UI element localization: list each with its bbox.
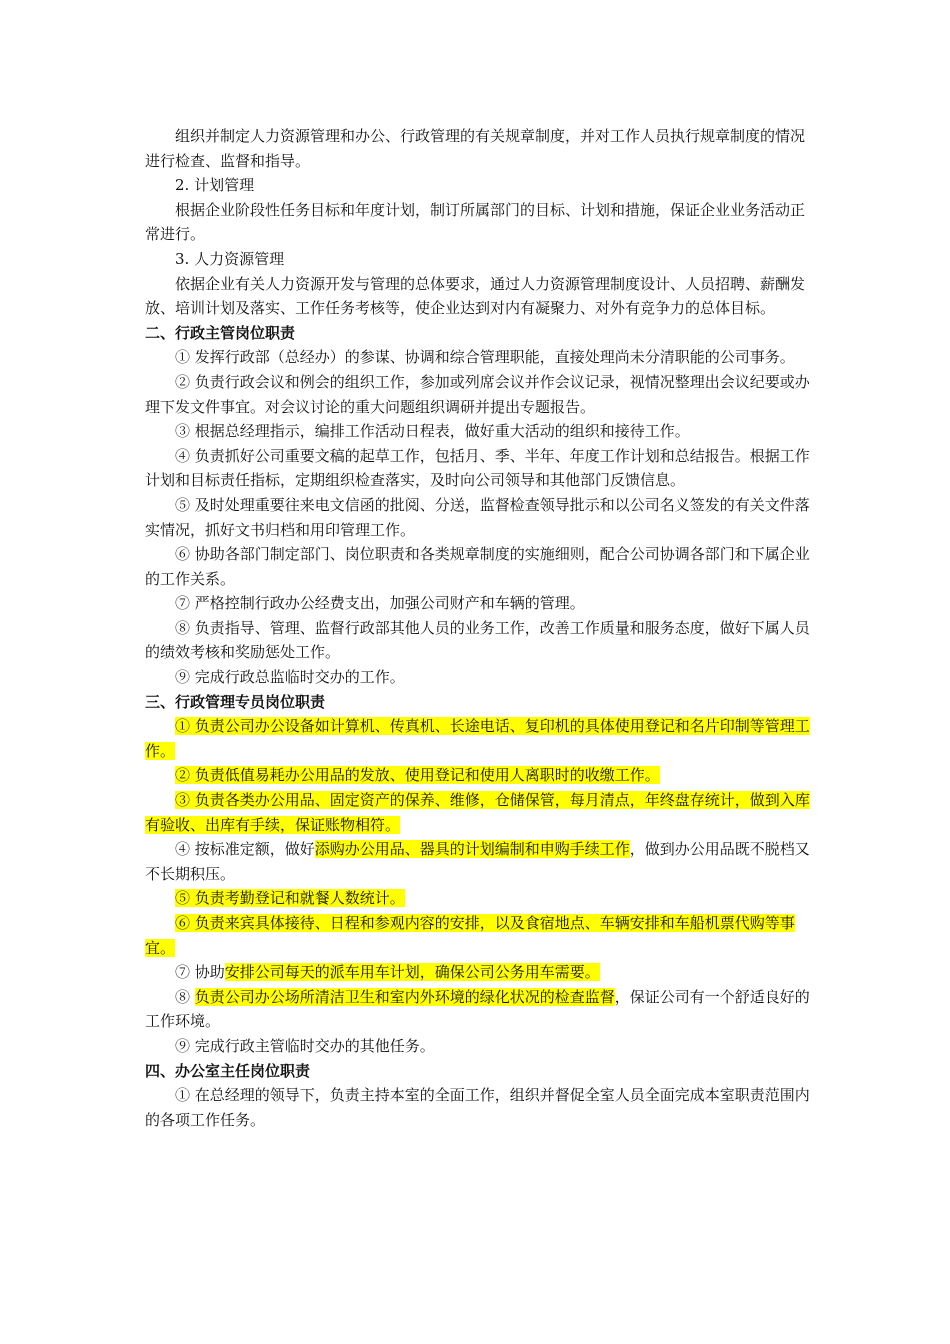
section-2-item-3: ③ 根据总经理指示，编排工作活动日程表，做好重大活动的组织和接待工作。 — [175, 422, 690, 441]
section-3-item-1 — [145, 714, 810, 763]
section-3-item-9: ⑨ 完成行政主管临时交办的其他任务。 — [175, 1036, 435, 1055]
section-2-heading: 二、行政主管岗位职责 — [145, 323, 296, 342]
highlight: ② 负责低值易耗办公用品的发放、使用登记和使用人离职时的收缴工作。 — [175, 766, 660, 785]
intro-paragraph-1: 组织并制定人力资源管理和办公、行政管理的有关规章制度，并对工作人员执行规章制度的情况进行检查、监督和指导。 — [145, 127, 806, 170]
section-2-item-6: ⑥ 协助各部门制定部门、岗位职责和各类规章制度的实施细则，配合公司协调各部门和下属企业的工作关系。 — [145, 545, 810, 588]
highlight: ⑤ 负责考勤登记和就餐人数统计。 — [175, 889, 405, 908]
section-3-item-3 — [145, 788, 810, 837]
text-segment: ，做到办公用品既不脱档又不长期积压。 — [145, 840, 810, 883]
document-page — [145, 124, 810, 1132]
section-2-item-8: ⑧ 负责指导、管理、监督行政部其他人员的业务工作，改善工作质量和服务态度，做好下属人员的绩效考核和奖励惩处工作。 — [145, 618, 810, 662]
section-4-item-1: ① 在总经理的领导下，负责主持本室的全面工作，组织并督促全室人员全面完成本室职责范围内的各项工作任务。 — [145, 1086, 810, 1129]
highlight: ③ 负责各类办公用品、固定资产的保养、维修，仓储保管，每月清点，年终盘存统计，做到入库有验收、出库有手续，保证账物相符。 — [145, 791, 810, 834]
section-3-item-8 — [145, 985, 810, 1034]
text-segment: ④ 按标准定额，做好 — [175, 840, 315, 859]
text-segment: ⑧ — [175, 987, 195, 1006]
highlight: 安排公司每天的派车用车计划，确保公司公务用车需要。 — [224, 963, 600, 982]
text-segment: ⑦ 协助 — [175, 963, 225, 982]
intro-paragraph-2: 根据企业阶段性任务目标和年度计划，制订所属部门的目标、计划和措施，保证企业业务活动正常进行。 — [145, 200, 806, 244]
section-2-item-7: ⑦ 严格控制行政办公经费支出，加强公司财产和车辆的管理。 — [175, 594, 585, 613]
section-3-heading: 三、行政管理专员岗位职责 — [145, 692, 326, 711]
section-2-item-2: ② 负责行政会议和例会的组织工作，参加或列席会议并作会议记录，视情况整理出会议纪要或办理下发文件事宜。对会议讨论的重大问题组织调研并提出专题报告。 — [145, 372, 810, 416]
highlight: 负责公司办公场所清洁卫生和室内外环境的绿化状况的检查监督 — [194, 987, 615, 1006]
highlight: ⑥ 负责来宾具体接待、日程和参观内容的安排，以及食宿地点、车辆安排和车船机票代购等事宜。 — [145, 914, 795, 957]
section-2-item-9: ⑨ 完成行政总监临时交办的工作。 — [175, 668, 405, 687]
section-2-item-5: ⑤ 及时处理重要往来电文信函的批阅、分送，监督检查领导批示和以公司名义签发的有关文件落实情况，抓好文书归档和用印管理工作。 — [145, 495, 810, 539]
highlight: 添购办公用品、器具的计划编制和申购手续工作 — [314, 840, 630, 859]
section-3-item-4 — [145, 837, 810, 886]
text-segment: ，保证公司有一个舒适良好的工作环境。 — [145, 987, 810, 1031]
section-2-item-4: ④ 负责抓好公司重要文稿的起草工作，包括月、季、半年、年度工作计划和总结报告。根据工作计划和目标责任指标，定期组织检查落实，及时向公司领导和其他部门反馈信息。 — [145, 446, 810, 490]
section-3-item-7 — [145, 960, 810, 985]
highlight: ① 负责公司办公设备如计算机、传真机、长途电话、复印机的具体使用登记和名片印制等管理工作。 — [145, 717, 810, 760]
section-2-item-1: ① 发挥行政部（总经办）的参谋、协调和综合管理职能，直接处理尚未分清职能的公司事务。 — [175, 348, 795, 367]
section-4-heading: 四、办公室主任岗位职责 — [145, 1061, 311, 1080]
section-3-item-5 — [145, 886, 810, 911]
section-3-item-6 — [145, 911, 810, 960]
intro-paragraph-3: 依据企业有关人力资源开发与管理的总体要求，通过人力资源管理制度设计、人员招聘、薪酬发放、培训计划及落实、工作任务考核等，使企业达到对内有凝聚力、对外有竞争力的总体目标。 — [145, 274, 806, 318]
item-hr-management-title: 3. 人力资源管理 — [175, 249, 285, 268]
section-3-item-2 — [145, 763, 810, 788]
item-plan-management-title: 2. 计划管理 — [175, 176, 255, 195]
